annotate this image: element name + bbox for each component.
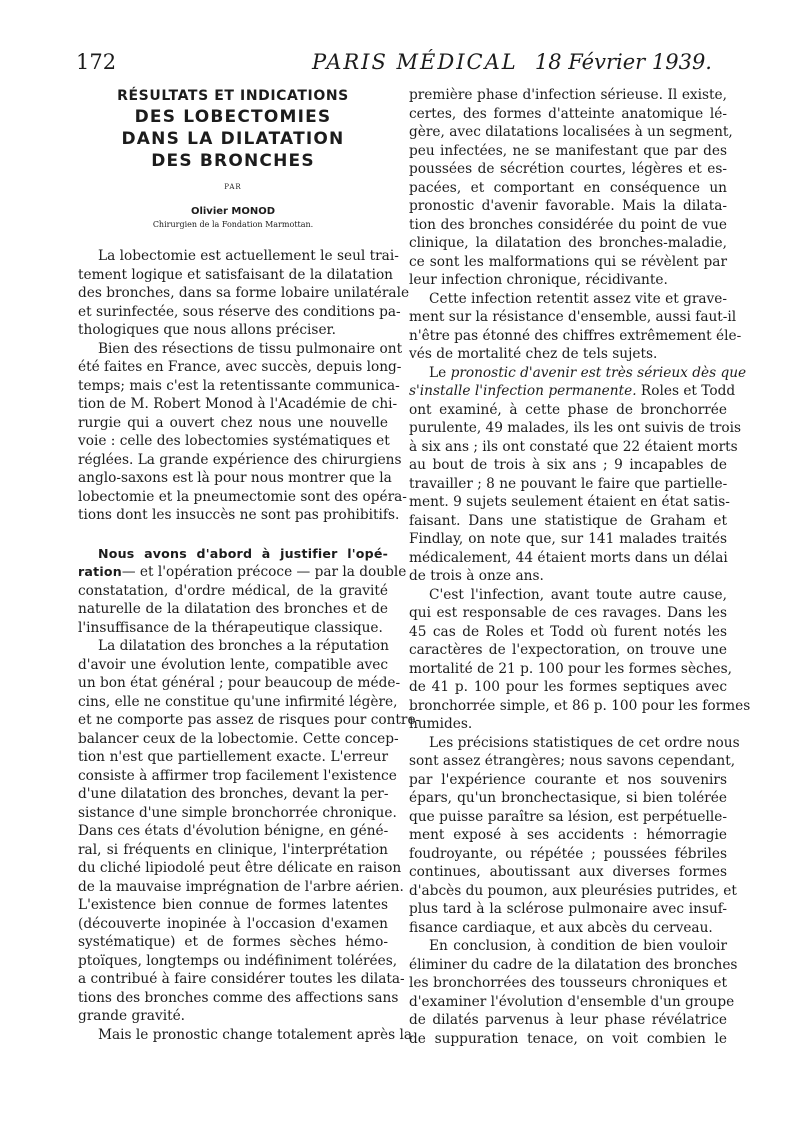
text-line: ral, si fréquents en clinique, l'interprétation — [78, 841, 388, 858]
text-line: faisant. Dans une statistique de Graham et — [409, 512, 727, 529]
text-line: Findlay, on note que, sur 141 malades traités — [409, 531, 727, 547]
text-line: que puisse paraître sa lésion, est perpétuelle- — [409, 808, 727, 825]
text-line — [78, 563, 407, 582]
text-line: balancer ceux de la lobectomie. Cette concep- — [78, 730, 399, 747]
text-line: Les précisions statistiques de cet ordre nous — [429, 734, 740, 751]
text-line: lobectomie et la pneumectomie sont des opéra- — [78, 488, 407, 505]
text-line: du cliché lipiodolé peut être délicate en raison — [78, 860, 402, 876]
text-line: l'insuffisance de la thérapeutique classique. — [78, 619, 383, 636]
italic-text: pronostic d'avenir est très sérieux dès que — [450, 364, 747, 381]
text-line: a contribué à faire considérer toutes les dilata- — [78, 971, 405, 987]
text-line: vés de mortalité chez de tels sujets. — [409, 346, 658, 362]
text-line: rurgie qui a ouvert chez nous une nouvelle — [78, 414, 388, 431]
text-line: poussées de sécrétion courtes, légères et es- — [409, 161, 727, 177]
page-number: 172 — [76, 50, 117, 74]
text-line: ment exposé à ses accidents : hémorragie — [409, 827, 727, 843]
text-line: continues, aboutissant aux diverses formes — [409, 864, 727, 880]
text-line: et ne comporte pas assez de risques pour contre- — [78, 712, 421, 728]
text-line: gère, avec dilatations localisées à un segment, — [409, 124, 733, 140]
text-line: éliminer du cadre de la dilatation des bronches — [409, 956, 738, 973]
text-line: les bronchorrées des tousseurs chroniques et — [409, 975, 727, 991]
section-lead-line: Nous avons d'abord à justifier l'opé- — [98, 545, 388, 561]
text-line: En conclusion, à condition de bien vouloir — [429, 938, 727, 954]
text-line: sont assez étrangères; nous savons cependant, — [409, 753, 736, 769]
text-line: de suppuration tenace, on voit combien le — [409, 1030, 727, 1047]
text-line: tement logique et satisfaisant de la dilatation — [78, 266, 393, 283]
text-line: première phase d'infection sérieuse. Il existe, — [409, 87, 727, 103]
text-line: n'être pas étonné des chiffres extrêmement éle- — [409, 327, 742, 344]
text-line: consiste à affirmer trop facilement l'existence — [78, 767, 397, 784]
text-line: mortalité de 21 p. 100 pour les formes sèches, — [409, 660, 732, 677]
text-line: tion de M. Robert Monod à l'Académie de chi- — [78, 396, 398, 412]
text-line — [409, 364, 747, 383]
text-line: leur infection chronique, récidivante. — [409, 272, 668, 288]
left-body-text — [78, 247, 421, 1044]
byline-par: PAR — [224, 183, 242, 191]
text-line: pronostic d'avenir favorable. Mais la dilata- — [409, 198, 727, 214]
text-line: pacées, et comportant en conséquence un — [409, 179, 727, 196]
text-line: d'avoir une évolution lente, compatible avec — [78, 656, 388, 673]
text-line: 45 cas de Roles et Todd où furent notés les — [409, 623, 727, 640]
text-line: médicalement, 44 étaient morts dans un délai — [409, 549, 728, 566]
text-fragment: — et l'opération précoce — par la double — [121, 564, 407, 580]
text-line: anglo-saxons est là pour nous montrer que la — [78, 470, 392, 486]
text-line: de 41 p. 100 pour les formes septiques avec — [409, 679, 727, 695]
text-line: été faites en France, avec succès, depuis long- — [78, 359, 402, 375]
text-line: thologiques que nous allons préciser. — [78, 322, 336, 338]
text-line — [409, 382, 736, 401]
article-heading — [78, 86, 388, 231]
text-fragment: Roles et Todd — [640, 383, 736, 399]
author-affiliation: Chirurgien de la Fondation Marmottan. — [152, 220, 314, 229]
text-line: sistance d'une simple bronchorrée chronique. — [78, 804, 397, 821]
journal-title: PARIS MÉDICAL — [312, 50, 518, 74]
text-line: certes, des formes d'atteinte anatomique lé- — [409, 105, 727, 122]
text-line: et surinfectée, sous réserve des conditions pa- — [78, 303, 401, 320]
text-line: ont examiné, à cette phase de bronchorrée — [409, 401, 727, 418]
text-line: bronchorrée simple, et 86 p. 100 pour les formes — [409, 697, 751, 714]
text-line: La dilatation des bronches a la réputation — [98, 638, 389, 654]
text-line: d'examiner l'évolution d'ensemble d'un groupe — [409, 993, 735, 1010]
text-fragment: Le — [429, 364, 447, 381]
section-lead-word: ration — [78, 564, 122, 579]
text-line: ptoïques, longtemps ou indéfiniment tolérées, — [78, 952, 398, 969]
text-line: ment sur la résistance d'ensemble, aussi faut-il — [409, 309, 737, 325]
author-name: Olivier MONOD — [190, 206, 276, 217]
text-line: un bon état général ; pour beaucoup de méde- — [78, 675, 401, 691]
text-line: voie : celle des lobectomies systématiques et — [78, 433, 390, 449]
text-line: purulente, 49 malades, ils les ont suivis de trois — [409, 420, 742, 436]
text-line: clinique, la dilatation des bronches-maladie, — [409, 235, 727, 251]
right-body-text — [409, 86, 751, 1048]
text-line: épars, qu'un bronchectasique, si bien tolérée — [409, 790, 727, 806]
text-line: systématique) et de formes sèches hémo- — [78, 934, 388, 950]
article-title-line: DES LOBECTOMIES — [134, 107, 332, 127]
text-line: réglées. La grande expérience des chirurgiens — [78, 451, 402, 468]
text-line: tion n'est que partiellement exacte. L'erreur — [78, 749, 388, 765]
text-line: cins, elle ne constitue qu'une infirmité légère, — [78, 693, 398, 710]
text-line: Cette infection retentit assez vite et grave- — [429, 290, 727, 307]
left-column — [78, 86, 421, 1044]
text-line: L'existence bien connue de formes latentes — [78, 897, 388, 913]
text-line: caractères de l'expectoration, on trouve une — [409, 642, 727, 658]
text-line: foudroyante, ou répétée ; poussées fébriles — [409, 845, 727, 862]
text-line: des bronches, dans sa forme lobaire unilatérale — [78, 285, 410, 301]
text-line: (découverte inopinée à l'occasion d'examen — [78, 915, 388, 932]
text-line: au bout de trois à six ans ; 9 incapables de — [409, 457, 727, 473]
text-line: fisance cardiaque, et aux abcès du cerveau. — [409, 919, 713, 936]
text-line: La lobectomie est actuellement le seul trai- — [98, 248, 399, 264]
text-line: ce sont les malformations qui se révèlent par — [409, 253, 727, 270]
text-line: constatation, d'ordre médical, de la gravité — [78, 582, 388, 599]
text-line: d'une dilatation des bronches, devant la per- — [78, 786, 389, 802]
article-title-line: DANS LA DILATATION — [121, 129, 345, 149]
italic-text: s'installe l'infection permanente. — [409, 383, 637, 399]
text-line: tion des bronches considérée du point de vue — [409, 216, 727, 233]
text-line: Mais le pronostic change totalement après la — [98, 1026, 413, 1043]
text-line: par l'expérience courante et nos souvenirs — [409, 771, 727, 788]
text-line: travailler ; 8 ne pouvant le faire que partielle- — [409, 475, 728, 492]
text-line: naturelle de la dilatation des bronches et de — [78, 601, 388, 617]
issue-date: 18 Février 1939. — [534, 50, 712, 74]
text-line: de dilatés parvenus à leur phase révélatrice — [409, 1012, 727, 1028]
text-line: qui est responsable de ces ravages. Dans les — [409, 605, 727, 621]
text-line: C'est l'infection, avant toute autre cause, — [429, 586, 727, 603]
article-title-line: RÉSULTATS ET INDICATIONS — [117, 88, 349, 104]
text-line: peu infectées, ne se manifestant que par des — [409, 142, 727, 159]
text-line: Dans ces états d'évolution bénigne, en géné- — [78, 823, 389, 839]
text-line: ment. 9 sujets seulement étaient en état satis- — [409, 494, 730, 510]
text-line: tions des bronches comme des affections sans — [78, 989, 399, 1006]
text-line: tions dont les insuccès ne sont pas prohibitifs. — [78, 507, 400, 523]
text-line: temps; mais c'est la retentissante communica- — [78, 377, 400, 394]
text-line: à six ans ; ils ont constaté que 22 étaient morts — [409, 438, 738, 455]
text-line: plus tard à la sclérose pulmonaire avec insuf- — [409, 901, 727, 917]
text-line: de trois à onze ans. — [409, 568, 544, 584]
text-line: de la mauvaise imprégnation de l'arbre aérien. — [78, 878, 404, 895]
text-line: d'abcès du poumon, aux pleurésies putrides, et — [409, 882, 737, 899]
text-line: grande gravité. — [78, 1008, 186, 1024]
text-line: humides. — [409, 716, 473, 732]
right-column — [409, 86, 751, 1048]
article-title-line: DES BRONCHES — [151, 151, 315, 171]
text-line: Bien des résections de tissu pulmonaire ont — [98, 340, 403, 357]
